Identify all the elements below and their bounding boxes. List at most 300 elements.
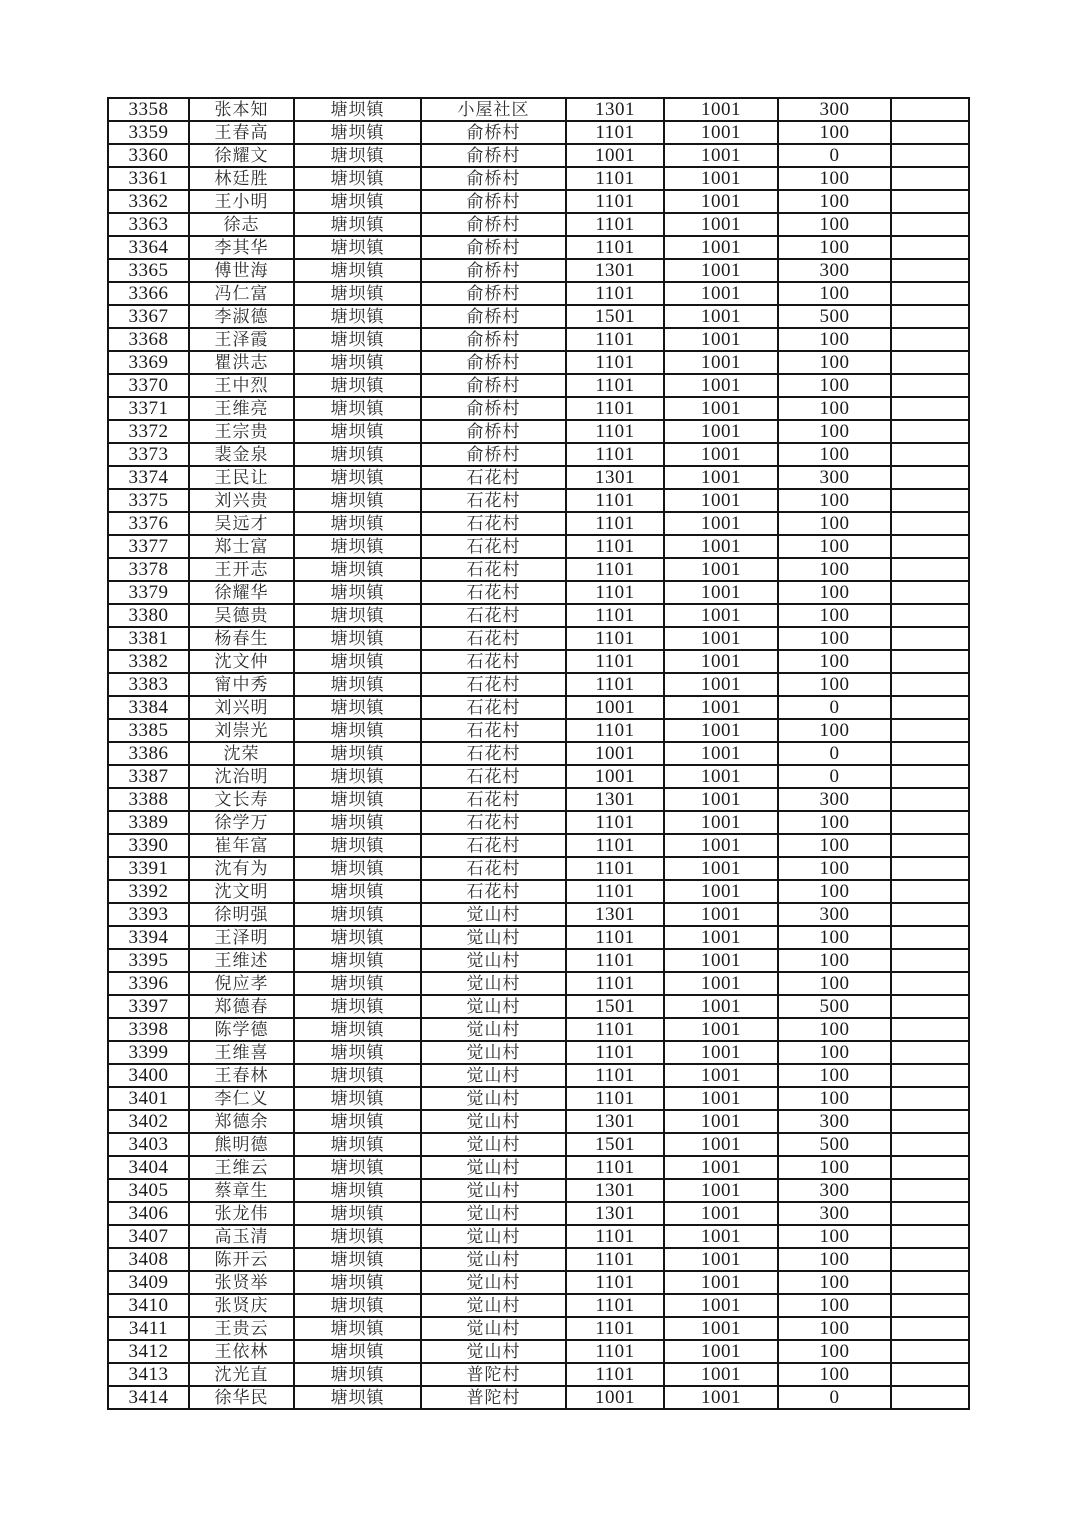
table-cell: 1101 bbox=[566, 351, 664, 374]
table-cell-empty bbox=[891, 1317, 969, 1340]
table-row bbox=[108, 604, 969, 627]
table-cell: 傅世海 bbox=[189, 259, 294, 282]
table-cell: 0 bbox=[778, 765, 891, 788]
table-row bbox=[108, 903, 969, 926]
table-cell: 1001 bbox=[664, 696, 778, 719]
table-cell: 1001 bbox=[664, 650, 778, 673]
table-cell-empty bbox=[891, 535, 969, 558]
table-cell: 王春林 bbox=[189, 1064, 294, 1087]
table-cell: 3413 bbox=[108, 1363, 189, 1386]
table-cell: 100 bbox=[778, 167, 891, 190]
table-cell: 100 bbox=[778, 236, 891, 259]
table-cell: 塘坝镇 bbox=[294, 719, 421, 742]
table-cell: 3374 bbox=[108, 466, 189, 489]
table-cell: 普陀村 bbox=[421, 1386, 566, 1409]
table-cell: 100 bbox=[778, 1294, 891, 1317]
table-cell: 3360 bbox=[108, 144, 189, 167]
table-cell: 1101 bbox=[566, 512, 664, 535]
table-row bbox=[108, 1317, 969, 1340]
table-cell: 1001 bbox=[664, 305, 778, 328]
table-cell: 100 bbox=[778, 880, 891, 903]
table-cell: 李其华 bbox=[189, 236, 294, 259]
table-cell: 1001 bbox=[664, 443, 778, 466]
table-cell: 1301 bbox=[566, 466, 664, 489]
table-cell: 100 bbox=[778, 558, 891, 581]
table-cell: 塘坝镇 bbox=[294, 397, 421, 420]
table-cell: 1101 bbox=[566, 1363, 664, 1386]
table-row bbox=[108, 788, 969, 811]
table-cell: 3391 bbox=[108, 857, 189, 880]
table-cell: 1001 bbox=[664, 949, 778, 972]
table-cell: 塘坝镇 bbox=[294, 926, 421, 949]
table-cell: 1101 bbox=[566, 236, 664, 259]
table-cell: 塘坝镇 bbox=[294, 1317, 421, 1340]
table-cell: 3377 bbox=[108, 535, 189, 558]
table-cell: 1501 bbox=[566, 305, 664, 328]
table-cell: 100 bbox=[778, 1271, 891, 1294]
table-cell: 3370 bbox=[108, 374, 189, 397]
table-cell: 塘坝镇 bbox=[294, 98, 421, 121]
table-cell: 100 bbox=[778, 1156, 891, 1179]
table-cell: 3378 bbox=[108, 558, 189, 581]
table-body bbox=[108, 98, 969, 1409]
table-cell: 1001 bbox=[664, 811, 778, 834]
table-cell: 3383 bbox=[108, 673, 189, 696]
table-cell: 王春高 bbox=[189, 121, 294, 144]
table-cell: 1001 bbox=[664, 788, 778, 811]
table-cell: 0 bbox=[778, 696, 891, 719]
table-cell: 塘坝镇 bbox=[294, 1064, 421, 1087]
table-cell: 俞桥村 bbox=[421, 328, 566, 351]
table-cell: 塘坝镇 bbox=[294, 650, 421, 673]
table-cell: 100 bbox=[778, 719, 891, 742]
table-cell: 1101 bbox=[566, 1087, 664, 1110]
table-cell: 1001 bbox=[664, 397, 778, 420]
table-cell: 3382 bbox=[108, 650, 189, 673]
table-cell: 觉山村 bbox=[421, 1133, 566, 1156]
table-cell: 高玉清 bbox=[189, 1225, 294, 1248]
table-cell: 普陀村 bbox=[421, 1363, 566, 1386]
table-cell: 100 bbox=[778, 1225, 891, 1248]
table-cell: 1001 bbox=[566, 696, 664, 719]
table-cell: 3372 bbox=[108, 420, 189, 443]
table-cell: 1001 bbox=[664, 1248, 778, 1271]
table-cell: 塘坝镇 bbox=[294, 742, 421, 765]
table-cell: 1101 bbox=[566, 857, 664, 880]
table-cell: 100 bbox=[778, 1340, 891, 1363]
table-cell: 石花村 bbox=[421, 673, 566, 696]
table-cell: 塘坝镇 bbox=[294, 1271, 421, 1294]
table-cell: 1001 bbox=[664, 328, 778, 351]
table-cell: 1101 bbox=[566, 190, 664, 213]
table-row bbox=[108, 1041, 969, 1064]
table-cell: 1001 bbox=[664, 1271, 778, 1294]
table-cell: 1001 bbox=[664, 121, 778, 144]
table-cell: 觉山村 bbox=[421, 1317, 566, 1340]
table-cell: 俞桥村 bbox=[421, 305, 566, 328]
table-cell: 100 bbox=[778, 1064, 891, 1087]
table-cell: 500 bbox=[778, 305, 891, 328]
table-cell: 300 bbox=[778, 788, 891, 811]
table-cell: 1101 bbox=[566, 121, 664, 144]
table-row bbox=[108, 259, 969, 282]
table-cell: 石花村 bbox=[421, 604, 566, 627]
table-cell-empty bbox=[891, 811, 969, 834]
table-row bbox=[108, 673, 969, 696]
table-cell: 石花村 bbox=[421, 650, 566, 673]
table-cell: 3399 bbox=[108, 1041, 189, 1064]
table-cell-empty bbox=[891, 1386, 969, 1409]
table-cell: 刘兴明 bbox=[189, 696, 294, 719]
table-cell: 3409 bbox=[108, 1271, 189, 1294]
table-cell: 塘坝镇 bbox=[294, 765, 421, 788]
table-cell-empty bbox=[891, 351, 969, 374]
table-cell: 1001 bbox=[664, 719, 778, 742]
table-cell: 石花村 bbox=[421, 765, 566, 788]
table-cell: 3414 bbox=[108, 1386, 189, 1409]
table-cell: 塘坝镇 bbox=[294, 259, 421, 282]
table-cell: 徐耀华 bbox=[189, 581, 294, 604]
table-cell: 100 bbox=[778, 489, 891, 512]
table-cell: 1001 bbox=[664, 972, 778, 995]
table-cell: 塘坝镇 bbox=[294, 696, 421, 719]
table-cell: 100 bbox=[778, 121, 891, 144]
table-cell: 100 bbox=[778, 1018, 891, 1041]
table-cell: 1101 bbox=[566, 489, 664, 512]
table-row bbox=[108, 1202, 969, 1225]
table-cell-empty bbox=[891, 558, 969, 581]
table-cell: 1001 bbox=[664, 1133, 778, 1156]
table-cell-empty bbox=[891, 1110, 969, 1133]
table-cell: 3384 bbox=[108, 696, 189, 719]
table-cell-empty bbox=[891, 1179, 969, 1202]
table-cell: 3376 bbox=[108, 512, 189, 535]
table-row bbox=[108, 995, 969, 1018]
table-cell: 3389 bbox=[108, 811, 189, 834]
table-cell: 3401 bbox=[108, 1087, 189, 1110]
table-cell: 塘坝镇 bbox=[294, 466, 421, 489]
table-cell: 1101 bbox=[566, 1271, 664, 1294]
table-cell: 塘坝镇 bbox=[294, 995, 421, 1018]
table-cell: 100 bbox=[778, 834, 891, 857]
table-cell: 塘坝镇 bbox=[294, 880, 421, 903]
table-cell: 塘坝镇 bbox=[294, 1133, 421, 1156]
table-cell: 倪应孝 bbox=[189, 972, 294, 995]
table-cell: 100 bbox=[778, 213, 891, 236]
table-cell: 塘坝镇 bbox=[294, 1087, 421, 1110]
table-cell: 3405 bbox=[108, 1179, 189, 1202]
table-cell: 1101 bbox=[566, 1064, 664, 1087]
table-cell: 1101 bbox=[566, 650, 664, 673]
table-cell: 塘坝镇 bbox=[294, 535, 421, 558]
table-cell-empty bbox=[891, 512, 969, 535]
table-cell-empty bbox=[891, 236, 969, 259]
table-cell: 100 bbox=[778, 1041, 891, 1064]
table-cell: 陈学德 bbox=[189, 1018, 294, 1041]
table-cell: 塘坝镇 bbox=[294, 1110, 421, 1133]
table-cell: 觉山村 bbox=[421, 1340, 566, 1363]
table-cell-empty bbox=[891, 1156, 969, 1179]
table-row bbox=[108, 98, 969, 121]
table-cell: 塘坝镇 bbox=[294, 1386, 421, 1409]
table-cell: 小屋社区 bbox=[421, 98, 566, 121]
table-cell: 塘坝镇 bbox=[294, 443, 421, 466]
table-cell: 沈光直 bbox=[189, 1363, 294, 1386]
table-cell: 觉山村 bbox=[421, 1087, 566, 1110]
table-cell-empty bbox=[891, 581, 969, 604]
table-cell: 1001 bbox=[664, 558, 778, 581]
table-cell: 100 bbox=[778, 420, 891, 443]
table-cell: 林廷胜 bbox=[189, 167, 294, 190]
table-cell: 1001 bbox=[664, 144, 778, 167]
table-row bbox=[108, 1179, 969, 1202]
table-cell: 1101 bbox=[566, 558, 664, 581]
table-cell: 3398 bbox=[108, 1018, 189, 1041]
table-cell: 1001 bbox=[664, 351, 778, 374]
table-cell: 100 bbox=[778, 1087, 891, 1110]
table-cell: 俞桥村 bbox=[421, 282, 566, 305]
table-cell: 石花村 bbox=[421, 857, 566, 880]
table-cell: 1101 bbox=[566, 1294, 664, 1317]
table-cell: 觉山村 bbox=[421, 1064, 566, 1087]
table-cell: 1001 bbox=[664, 926, 778, 949]
table-cell: 塘坝镇 bbox=[294, 236, 421, 259]
table-cell: 俞桥村 bbox=[421, 236, 566, 259]
table-cell: 1001 bbox=[664, 1202, 778, 1225]
table-cell: 1101 bbox=[566, 167, 664, 190]
table-cell: 300 bbox=[778, 259, 891, 282]
table-cell-empty bbox=[891, 121, 969, 144]
table-cell: 3395 bbox=[108, 949, 189, 972]
table-cell: 1001 bbox=[664, 1317, 778, 1340]
table-cell: 3407 bbox=[108, 1225, 189, 1248]
table-cell: 王中烈 bbox=[189, 374, 294, 397]
table-cell: 1301 bbox=[566, 788, 664, 811]
table-row bbox=[108, 949, 969, 972]
table-cell-empty bbox=[891, 374, 969, 397]
table-cell: 郑士富 bbox=[189, 535, 294, 558]
table-row bbox=[108, 719, 969, 742]
table-cell: 石花村 bbox=[421, 719, 566, 742]
table-row bbox=[108, 213, 969, 236]
table-cell: 0 bbox=[778, 1386, 891, 1409]
table-cell: 塘坝镇 bbox=[294, 604, 421, 627]
table-cell: 3412 bbox=[108, 1340, 189, 1363]
table-cell: 0 bbox=[778, 144, 891, 167]
table-cell: 吴德贵 bbox=[189, 604, 294, 627]
table-cell: 王泽霞 bbox=[189, 328, 294, 351]
table-cell: 1001 bbox=[566, 742, 664, 765]
table-cell: 1101 bbox=[566, 581, 664, 604]
table-cell: 1101 bbox=[566, 926, 664, 949]
table-cell: 张龙伟 bbox=[189, 1202, 294, 1225]
table-cell-empty bbox=[891, 190, 969, 213]
table-cell-empty bbox=[891, 397, 969, 420]
table-cell: 塘坝镇 bbox=[294, 1202, 421, 1225]
table-cell: 王小明 bbox=[189, 190, 294, 213]
table-cell: 1001 bbox=[664, 581, 778, 604]
table-cell: 沈文仲 bbox=[189, 650, 294, 673]
table-cell: 3403 bbox=[108, 1133, 189, 1156]
table-cell: 100 bbox=[778, 351, 891, 374]
table-row bbox=[108, 397, 969, 420]
table-cell: 塘坝镇 bbox=[294, 374, 421, 397]
table-cell: 1001 bbox=[664, 374, 778, 397]
table-cell: 100 bbox=[778, 811, 891, 834]
table-cell: 王维喜 bbox=[189, 1041, 294, 1064]
table-cell: 崔年富 bbox=[189, 834, 294, 857]
table-cell: 石花村 bbox=[421, 696, 566, 719]
table-cell: 塘坝镇 bbox=[294, 558, 421, 581]
table-cell: 1101 bbox=[566, 1156, 664, 1179]
table-cell: 100 bbox=[778, 673, 891, 696]
table-cell: 100 bbox=[778, 535, 891, 558]
table-cell-empty bbox=[891, 834, 969, 857]
table-row bbox=[108, 650, 969, 673]
table-cell: 300 bbox=[778, 903, 891, 926]
table-cell: 1001 bbox=[664, 167, 778, 190]
table-cell: 300 bbox=[778, 1179, 891, 1202]
table-cell: 石花村 bbox=[421, 558, 566, 581]
table-cell: 1001 bbox=[664, 765, 778, 788]
table-cell: 100 bbox=[778, 374, 891, 397]
table-cell: 100 bbox=[778, 857, 891, 880]
table-cell: 1001 bbox=[664, 834, 778, 857]
table-cell: 徐华民 bbox=[189, 1386, 294, 1409]
table-cell: 俞桥村 bbox=[421, 167, 566, 190]
table-cell-empty bbox=[891, 788, 969, 811]
table-cell-empty bbox=[891, 719, 969, 742]
table-cell-empty bbox=[891, 489, 969, 512]
table-cell: 塘坝镇 bbox=[294, 1225, 421, 1248]
table-cell: 1101 bbox=[566, 604, 664, 627]
table-cell: 3406 bbox=[108, 1202, 189, 1225]
table-cell: 王依林 bbox=[189, 1340, 294, 1363]
table-cell: 王民让 bbox=[189, 466, 294, 489]
table-cell: 3362 bbox=[108, 190, 189, 213]
table-cell-empty bbox=[891, 673, 969, 696]
table-cell: 瞿洪志 bbox=[189, 351, 294, 374]
table-cell: 1101 bbox=[566, 1041, 664, 1064]
table-row bbox=[108, 1340, 969, 1363]
table-row bbox=[108, 305, 969, 328]
table-cell: 3411 bbox=[108, 1317, 189, 1340]
table-cell: 石花村 bbox=[421, 742, 566, 765]
table-row bbox=[108, 144, 969, 167]
table-cell: 1001 bbox=[664, 236, 778, 259]
table-cell: 石花村 bbox=[421, 834, 566, 857]
table-cell: 徐明强 bbox=[189, 903, 294, 926]
table-cell: 3363 bbox=[108, 213, 189, 236]
table-cell: 觉山村 bbox=[421, 1225, 566, 1248]
table-cell-empty bbox=[891, 1041, 969, 1064]
table-cell: 塘坝镇 bbox=[294, 190, 421, 213]
table-cell: 石花村 bbox=[421, 466, 566, 489]
table-cell-empty bbox=[891, 98, 969, 121]
table-cell: 3397 bbox=[108, 995, 189, 1018]
table-cell-empty bbox=[891, 305, 969, 328]
table-cell: 1001 bbox=[664, 1340, 778, 1363]
table-cell-empty bbox=[891, 1202, 969, 1225]
table-row bbox=[108, 1248, 969, 1271]
table-cell-empty bbox=[891, 1018, 969, 1041]
table-cell: 3400 bbox=[108, 1064, 189, 1087]
table-cell-empty bbox=[891, 857, 969, 880]
table-cell: 1101 bbox=[566, 949, 664, 972]
table-cell: 3408 bbox=[108, 1248, 189, 1271]
table-cell: 塘坝镇 bbox=[294, 489, 421, 512]
table-cell: 1001 bbox=[664, 489, 778, 512]
table-cell: 3386 bbox=[108, 742, 189, 765]
table-cell: 石花村 bbox=[421, 788, 566, 811]
table-row bbox=[108, 558, 969, 581]
table-cell: 1101 bbox=[566, 1018, 664, 1041]
table-cell: 1001 bbox=[664, 673, 778, 696]
table-row bbox=[108, 1386, 969, 1409]
table-cell: 塘坝镇 bbox=[294, 1156, 421, 1179]
table-cell: 100 bbox=[778, 190, 891, 213]
table-cell: 冯仁富 bbox=[189, 282, 294, 305]
table-cell-empty bbox=[891, 259, 969, 282]
table-cell: 塘坝镇 bbox=[294, 420, 421, 443]
table-cell: 1001 bbox=[664, 98, 778, 121]
table-cell: 觉山村 bbox=[421, 995, 566, 1018]
table-cell: 1101 bbox=[566, 420, 664, 443]
table-cell: 王贵云 bbox=[189, 1317, 294, 1340]
table-cell: 1001 bbox=[664, 259, 778, 282]
table-cell: 文长寿 bbox=[189, 788, 294, 811]
table-cell: 100 bbox=[778, 972, 891, 995]
table-row bbox=[108, 1363, 969, 1386]
table-cell: 100 bbox=[778, 581, 891, 604]
table-cell: 3390 bbox=[108, 834, 189, 857]
table-cell: 石花村 bbox=[421, 512, 566, 535]
table-cell: 裴金泉 bbox=[189, 443, 294, 466]
table-cell: 觉山村 bbox=[421, 972, 566, 995]
table-cell: 觉山村 bbox=[421, 1271, 566, 1294]
table-cell: 王维云 bbox=[189, 1156, 294, 1179]
table-cell: 3369 bbox=[108, 351, 189, 374]
table-cell: 1301 bbox=[566, 1179, 664, 1202]
table-cell: 塘坝镇 bbox=[294, 673, 421, 696]
table-cell: 觉山村 bbox=[421, 1294, 566, 1317]
table-cell: 100 bbox=[778, 282, 891, 305]
table-cell: 1001 bbox=[664, 466, 778, 489]
table-cell-empty bbox=[891, 650, 969, 673]
table-cell: 3366 bbox=[108, 282, 189, 305]
table-row bbox=[108, 1294, 969, 1317]
table-cell: 熊明德 bbox=[189, 1133, 294, 1156]
table-cell: 1301 bbox=[566, 1110, 664, 1133]
table-cell-empty bbox=[891, 167, 969, 190]
table-cell-empty bbox=[891, 1340, 969, 1363]
table-cell: 1001 bbox=[664, 1087, 778, 1110]
table-cell: 1101 bbox=[566, 880, 664, 903]
table-cell: 郑德春 bbox=[189, 995, 294, 1018]
table-cell: 塘坝镇 bbox=[294, 1363, 421, 1386]
table-cell-empty bbox=[891, 420, 969, 443]
table-cell: 1001 bbox=[664, 857, 778, 880]
table-cell: 1001 bbox=[664, 420, 778, 443]
table-cell: 觉山村 bbox=[421, 1156, 566, 1179]
table-row bbox=[108, 443, 969, 466]
table-cell: 100 bbox=[778, 650, 891, 673]
table-cell: 1101 bbox=[566, 834, 664, 857]
table-cell: 3394 bbox=[108, 926, 189, 949]
table-cell-empty bbox=[891, 1087, 969, 1110]
table-cell: 徐耀文 bbox=[189, 144, 294, 167]
table-row bbox=[108, 880, 969, 903]
